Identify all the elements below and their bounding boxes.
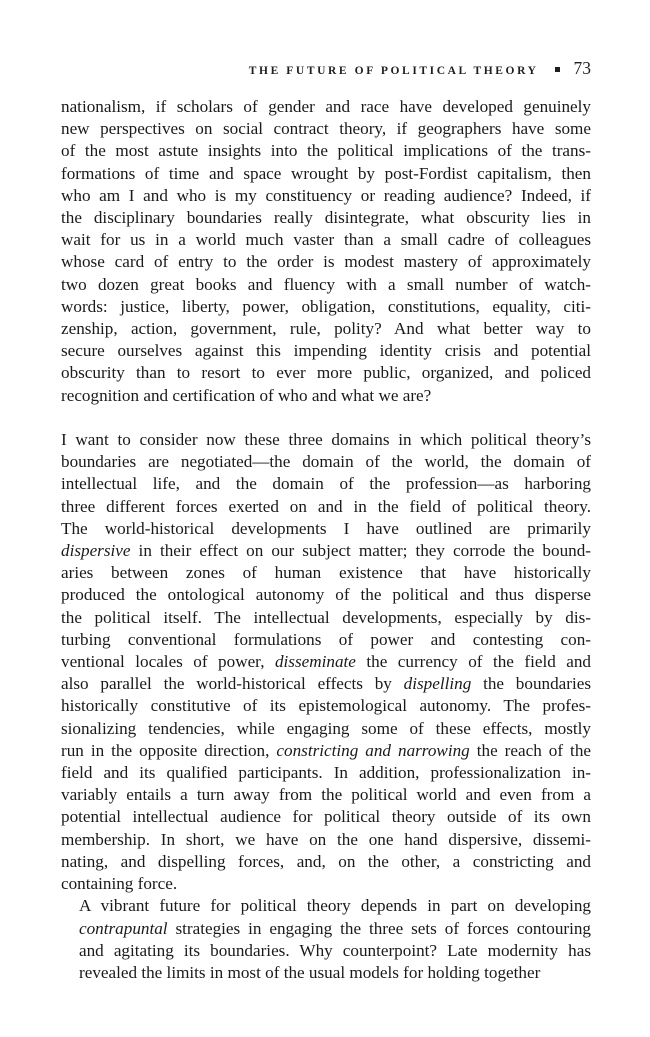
text-line [61, 918, 591, 940]
text-line: revealed the limits in most of the usual models for holding together [79, 962, 541, 982]
text-line [61, 740, 591, 762]
square-bullet-icon [555, 67, 560, 72]
text-segment: also parallel the world-historical effects by [61, 674, 404, 694]
text-segment: the currency of the field and [355, 652, 591, 672]
paragraph-1 [61, 96, 591, 407]
italic-text: dispersive [61, 541, 131, 561]
text-line: recognition and certification of who and what we are? [61, 385, 432, 405]
text-line: three different forces exerted on and in the field of political theory. [61, 496, 591, 516]
text-line: field and its qualified participants. In addition, professionalization in- [61, 763, 591, 783]
text-line: words: justice, liberty, power, obligation, constitutions, equality, citi- [61, 296, 591, 316]
text-segment: the reach of the [469, 740, 591, 760]
text-line: new perspectives on social contract theory, if geographers have some [61, 119, 591, 139]
text-line: produced the ontological autonomy of the political and thus disperse [61, 585, 591, 605]
text-line: formations of time and space wrought by post-Fordist capitalism, then [61, 163, 591, 183]
text-line: whose card of entry to the order is modest mastery of approximately [61, 252, 591, 272]
text-line [61, 651, 591, 673]
paragraph-3 [61, 895, 591, 984]
text-line: of the most astute insights into the political implications of the trans- [61, 141, 591, 161]
text-segment: strategies in engaging the three sets of forces contouring [167, 918, 591, 938]
text-line: sionalizing tendencies, while engaging some of these effects, mostly [61, 718, 591, 738]
text-line [61, 540, 591, 562]
text-line: two dozen great books and fluency with a small number of watch- [61, 274, 591, 294]
text-line: A vibrant future for political theory depends in part on developing [79, 896, 591, 916]
italic-text: contrapuntal [79, 918, 168, 938]
text-segment: ventional locales of power, [61, 652, 275, 672]
text-line: intellectual life, and the domain of the profession—as harboring [61, 474, 591, 494]
text-line: zenship, action, government, rule, polity? And what better way to [61, 319, 591, 339]
page-number: 73 [573, 58, 591, 78]
text-line: obscurity than to resort to ever more public, organized, and policed [61, 363, 591, 383]
text-line: the disciplinary boundaries really disintegrate, what obscurity lies in [61, 208, 591, 228]
text-line: variably entails a turn away from the political world and even from a [61, 785, 591, 805]
text-line: boundaries are negotiated—the domain of the world, the domain of [61, 452, 591, 472]
italic-text: dispelling [403, 674, 472, 694]
italic-text: disseminate [274, 652, 356, 672]
text-line: The world-historical developments I have outlined are primarily [61, 518, 591, 538]
running-head [249, 58, 591, 79]
running-head-title: THE FUTURE OF POLITICAL THEORY [248, 65, 539, 77]
text-line [61, 673, 591, 695]
text-line: and agitating its boundaries. Why counterpoint? Late modernity has [79, 940, 591, 960]
text-line: potential intellectual audience for political theory outside of its own [61, 807, 591, 827]
text-segment: run in the opposite direction, [61, 740, 277, 760]
text-line: nating, and dispelling forces, and, on the other, a constricting and [61, 851, 591, 871]
text-line: I want to consider now these three domains in which political theory’s [61, 430, 591, 450]
text-line: wait for us in a world much vaster than a small cadre of colleagues [61, 230, 591, 250]
text-segment: the boundaries [471, 674, 592, 694]
text-line: membership. In short, we have on the one hand dispersive, dissemi- [61, 829, 591, 849]
text-line: who am I and who is my constituency or reading audience? Indeed, if [61, 185, 591, 205]
text-line: containing force. [61, 874, 178, 894]
paragraph-2 [61, 429, 591, 895]
text-line: historically constitutive of its epistemological autonomy. The profes- [61, 696, 591, 716]
text-line: nationalism, if scholars of gender and race have developed genuinely [61, 97, 591, 116]
book-page [61, 0, 591, 1037]
text-segment: in their effect on our subject matter; they corrode the bound- [130, 541, 591, 561]
text-line: the political itself. The intellectual developments, especially by dis- [61, 607, 591, 627]
text-line: turbing conventional formulations of power and contesting con- [61, 629, 591, 649]
text-line: secure ourselves against this impending identity crisis and potential [61, 341, 591, 361]
body-text [61, 96, 591, 984]
text-line: aries between zones of human existence that have historically [61, 563, 591, 583]
italic-text: constricting and narrowing [276, 740, 470, 760]
